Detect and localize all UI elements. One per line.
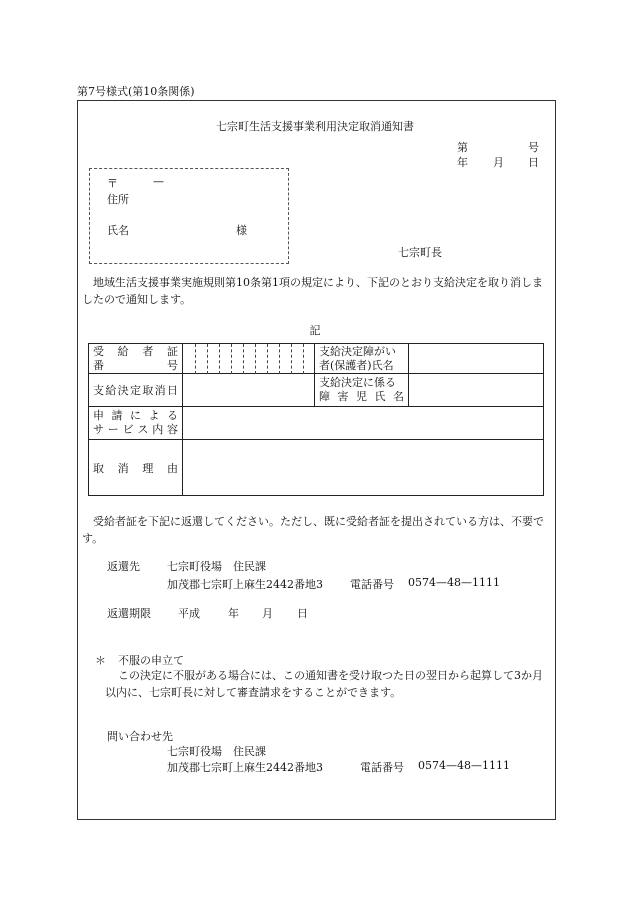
reason-value[interactable] — [183, 440, 544, 496]
service-value[interactable] — [183, 407, 544, 440]
objection-text: この決定に不服がある場合には、この通知書を受け取つた日の翌日から起算して3か月以内に、七宗町長に対して審査請求をすることができます。 — [105, 669, 543, 699]
disabled-person-label: 支給決定障がい 者(保護者)氏名 — [315, 344, 409, 374]
child-label: 支給決定に係る 障害児氏名 — [315, 374, 409, 407]
honorific: 様 — [236, 224, 247, 237]
date-day: 日 — [528, 156, 539, 169]
number-prefix: 第 — [457, 141, 468, 154]
contact-label: 問い合わせ先 — [107, 730, 173, 743]
cancel-date-label: 支給決定取消日 — [89, 374, 183, 407]
return-dest-address: 加茂郡七宗町上麻生2442番地3 — [167, 578, 323, 591]
number-suffix: 号 — [528, 141, 539, 154]
contact-address: 加茂郡七宗町上麻生2442番地3 — [167, 761, 323, 774]
return-phone-label: 電話番号 — [350, 578, 394, 591]
reason-label: 取消理由 — [89, 440, 183, 496]
return-dest-label: 返還先 — [107, 560, 140, 573]
cert-number-cells[interactable] — [183, 344, 315, 374]
cert-number-label: 受給者証 番号 — [89, 344, 183, 374]
recipient-address-box — [89, 168, 289, 264]
postal-dash: — — [153, 175, 164, 188]
postal-mark: 〒 — [107, 177, 118, 190]
return-phone: 0574—48—1111 — [408, 576, 500, 589]
cancel-date-value[interactable] — [183, 374, 315, 407]
date-month: 月 — [493, 156, 504, 169]
deadline-month: 月 — [262, 607, 273, 620]
contact-phone-label: 電話番号 — [360, 761, 404, 774]
name-label: 氏名 — [107, 224, 129, 237]
deadline-year: 年 — [228, 607, 239, 620]
disabled-person-value[interactable] — [409, 344, 544, 374]
objection-mark: ＊ — [95, 654, 106, 667]
service-label: 申請による サービス内容 — [89, 407, 183, 440]
deadline-day: 日 — [297, 607, 308, 620]
detail-table — [88, 343, 544, 496]
return-deadline-label: 返還期限 — [107, 607, 151, 620]
contact-office: 七宗町役場 住民課 — [167, 745, 266, 758]
child-value[interactable] — [409, 374, 544, 407]
form-number: 第7号様式(第10条関係) — [77, 85, 195, 98]
ki-label: 記 — [309, 324, 321, 337]
return-paragraph: 受給者証を下記に返還してください。ただし、既に受給者証を提出されている方は、不要です。 — [82, 515, 544, 545]
issuer-title: 七宗町長 — [398, 246, 442, 259]
return-dest-office: 七宗町役場 住民課 — [167, 560, 266, 573]
contact-phone: 0574—48—1111 — [418, 759, 510, 772]
objection-heading: 不服の申立て — [118, 654, 184, 667]
address-label: 住所 — [107, 193, 129, 206]
intro-paragraph: 地域生活支援事業実施規則第10条第1項の規定により、下記のとおり支給決定を取り消しましたので通知します。 — [82, 276, 543, 306]
document-title: 七宗町生活支援事業利用決定取消通知書 — [216, 120, 414, 133]
date-year: 年 — [457, 156, 468, 169]
deadline-era: 平成 — [178, 607, 200, 620]
